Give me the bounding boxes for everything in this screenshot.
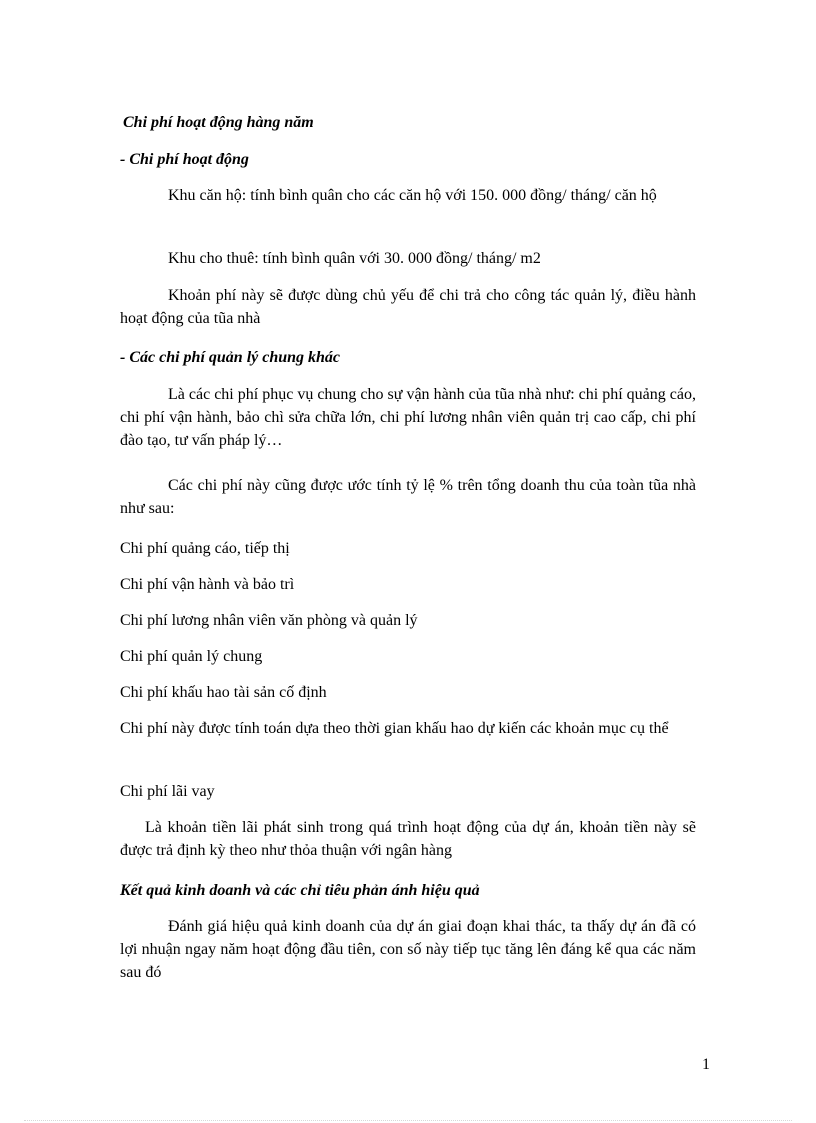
paragraph-apartment-area: Khu căn hộ: tính bình quân cho các căn hộ với 150. 000 đồng/ tháng/ căn hộ bbox=[168, 187, 657, 204]
paragraph-evaluation: Đánh giá hiệu quả kinh doanh của dự án giai đoạn khai thác, ta thấy dự án đã có lợi nhuận ngay năm hoạt động đầu tiên, con số này tiếp tục tăng lên đáng kể qua các năm sau đó bbox=[120, 918, 696, 981]
heading-other-management-costs: - Các chi phí quản lý chung khác bbox=[120, 349, 341, 366]
paragraph-estimate-percent: Các chi phí này cũng được ước tính tỷ lệ % trên tổng doanh thu của toàn tũa nhà như sau: bbox=[120, 477, 696, 517]
paragraph-rental-area: Khu cho thuê: tính bình quân với 30. 000 đồng/ tháng/ m2 bbox=[168, 250, 541, 267]
heading-annual-operating-costs: Chi phí hoạt động hàng năm bbox=[123, 114, 314, 131]
line-advertising-costs: Chi phí quảng cáo, tiếp thị bbox=[120, 540, 290, 557]
line-loan-interest-costs: Chi phí lãi vay bbox=[120, 783, 215, 800]
line-depreciation-costs: Chi phí khấu hao tài sản cố định bbox=[120, 684, 327, 701]
page-bottom-divider bbox=[24, 1120, 792, 1121]
line-office-salary-costs: Chi phí lương nhân viên văn phòng và quản lý bbox=[120, 612, 418, 629]
heading-business-results: Kết quả kinh doanh và các chỉ tiêu phản ánh hiệu quả bbox=[120, 882, 480, 899]
paragraph-interest-note: Là khoản tiền lãi phát sinh trong quá trình hoạt động của dự án, khoản tiền này sẽ được trả định kỳ theo như thỏa thuận với ngân hàng bbox=[120, 819, 696, 859]
heading-operating-costs: - Chi phí hoạt động bbox=[120, 151, 249, 168]
page-number: 1 bbox=[702, 1056, 710, 1073]
paragraph-depreciation-note: Chi phí này được tính toán dựa theo thời gian khấu hao dự kiến các khoản mục cụ thể bbox=[120, 720, 669, 737]
paragraph-general-costs: Là các chi phí phục vụ chung cho sự vận hành của tũa nhà như: chi phí quảng cáo, chi phí vận hành, bảo chì sửa chữa lớn, chi phí lương nhân viên quản trị cao cấp, chi phí đào tạo, tư vấn pháp lý… bbox=[120, 386, 696, 449]
line-operation-maintenance-costs: Chi phí vận hành và bảo trì bbox=[120, 576, 295, 593]
paragraph-fee-usage: Khoản phí này sẽ được dùng chủ yếu để chi trả cho công tác quản lý, điều hành hoạt động của tũa nhà bbox=[120, 287, 696, 327]
line-general-management-costs: Chi phí quản lý chung bbox=[120, 648, 263, 665]
